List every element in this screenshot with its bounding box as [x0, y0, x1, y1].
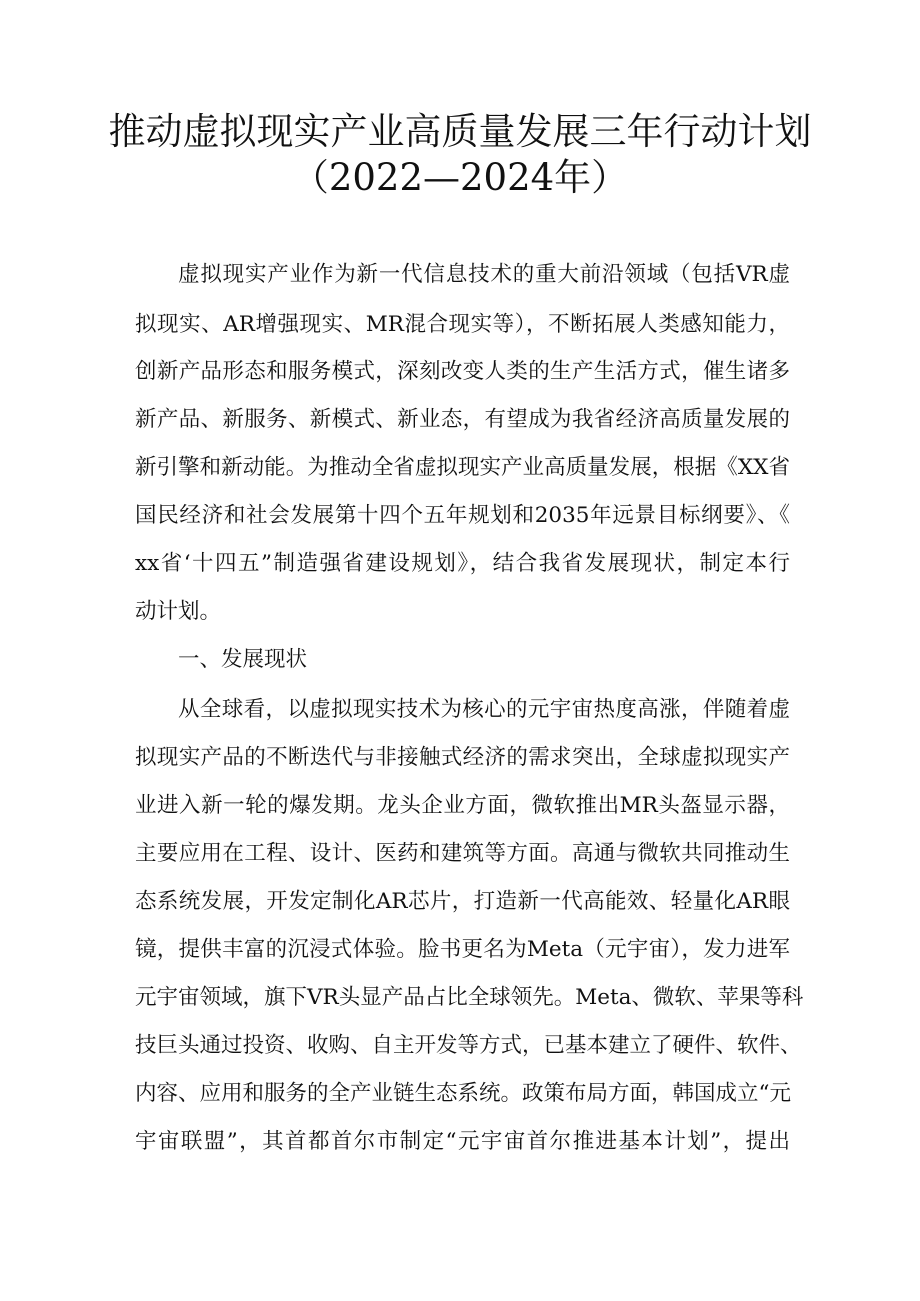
- paragraph-1-line: 新引擎和新动能。为推动全省虚拟现实产业高质量发展，根据《XX省: [135, 455, 790, 480]
- paragraph-2-line: 态系统发展，开发定制化AR芯片，打造新一代高能效、轻量化AR眼: [135, 889, 790, 914]
- paragraph-1-line: 虚拟现实产业作为新一代信息技术的重大前沿领域（包括VR虚: [178, 262, 790, 287]
- paragraph-2-line: 内容、应用和服务的全产业链生态系统。政策布局方面，韩国成立“元: [135, 1081, 791, 1106]
- paragraph-2-line: 主要应用在工程、设计、医药和建筑等方面。高通与微软共同推动生: [135, 841, 790, 866]
- paragraph-1-line: 动计划。: [135, 599, 222, 624]
- paragraph-2-line: 元宇宙领域，旗下VR头显产品占比全球领先。Meta、微软、苹果等科: [135, 985, 804, 1010]
- section-heading: 一、发展现状: [178, 647, 308, 672]
- paragraph-2-line: 镜，提供丰富的沉浸式体验。脸书更名为Meta（元宇宙），发力进军: [135, 937, 790, 962]
- paragraph-2-line: 拟现实产品的不断迭代与非接触式经济的需求突出，全球虚拟现实产: [135, 745, 790, 770]
- document-subtitle-years: （2022—2024年）: [291, 156, 629, 199]
- paragraph-1-line: 创新产品形态和服务模式，深刻改变人类的生产生活方式，催生诸多: [135, 359, 790, 384]
- document-title: 推动虚拟现实产业高质量发展三年行动计划: [108, 110, 812, 153]
- paragraph-1-line: xx省‘十四五”制造强省建设规划》，结合我省发展现状，制定本行: [135, 551, 790, 576]
- paragraph-2-line: 业进入新一轮的爆发期。龙头企业方面，微软推出MR头盔显示器，: [135, 793, 790, 818]
- paragraph-2-line: 从全球看，以虚拟现实技术为核心的元宇宙热度高涨，伴随着虚: [178, 697, 790, 722]
- paragraph-1-line: 新产品、新服务、新模式、新业态，有望成为我省经济高质量发展的: [135, 407, 790, 432]
- paragraph-1-line: 拟现实、AR增强现实、MR混合现实等），不断拓展人类感知能力，: [135, 312, 790, 337]
- paragraph-2-line: 宇宙联盟”，其首都首尔市制定“元宇宙首尔推进基本计划”，提出: [135, 1129, 790, 1154]
- paragraph-1-line: 国民经济和社会发展第十四个五年规划和2035年远景目标纲要》、《: [135, 503, 790, 528]
- paragraph-2-line: 技巨头通过投资、收购、自主开发等方式，已基本建立了硬件、软件、: [135, 1033, 802, 1058]
